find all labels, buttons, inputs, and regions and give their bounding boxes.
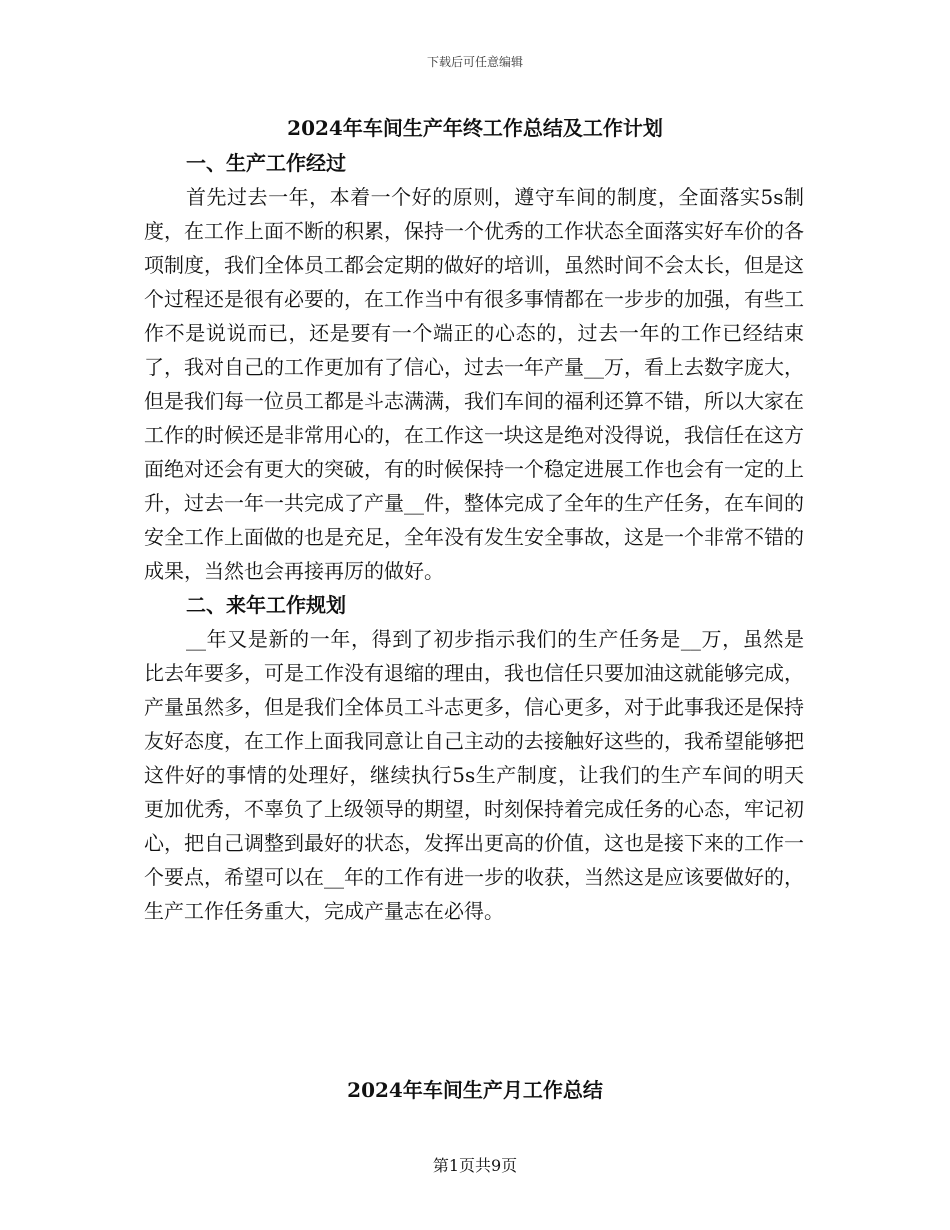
section-heading-plan: 二、来年工作规划 bbox=[186, 593, 346, 617]
document-title: 2024年车间生产年终工作总结及工作计划 bbox=[287, 116, 663, 140]
section-paragraph-plan: __年又是新的一年，得到了初步指示我们的生产任务是__万，虽然是比去年要多，可是工作没有退缩的理由，我也信任只要加油这就能够完成，产量虽然多，但是我们全体员工斗志更多，信心更多，对于此事我还是保持友好态度，在工作上面我同意让自己主动的去接触好这些的，我希望能够把这件好的事情的处理好，继续执行5s生产制度，让我们的生产车间的明天更加优秀，不辜负了上级领导的期望，时刻保持着完成任务的心态，牢记初心，把自己调整到最好的状态，发挥出更高的价值，这也是接下来的工作一个要点，希望可以在__年的工作有进一步的收获，当然这是应该要做好的，生产工作任务重大，完成产量志在必得。 bbox=[144, 627, 804, 923]
section-paragraph-production: 首先过去一年，本着一个好的原则，遵守车间的制度，全面落实5s制度，在工作上面不断的积累，保持一个优秀的工作状态全面落实好车价的各项制度，我们全体员工都会定期的做好的培训，虽然时间不会太长，但是这个过程还是很有必要的，在工作当中有很多事情都在一步步的加强，有些工作不是说说而已，还是要有一个端正的心态的，过去一年的工作已经结束了，我对自己的工作更加有了信心，过去一年产量__万，看上去数字庞大，但是我们每一位员工都是斗志满满，我们车间的福利还算不错，所以大家在工作的时候还是非常用心的，在工作这一块这是绝对没得说，我信任在这方面绝对还会有更大的突破，有的时候保持一个稳定进展工作也会有一定的上升，过去一年一共完成了产量__件，整体完成了全年的生产任务，在车间的安全工作上面做的也是充足，全年没有发生安全事故，这是一个非常不错的成果，当然也会再接再厉的做好。 bbox=[144, 185, 804, 583]
next-document-title: 2024年车间生产月工作总结 bbox=[347, 1078, 603, 1102]
page-header-note: 下载后可任意编辑 bbox=[426, 55, 523, 69]
section-heading-production: 一、生产工作经过 bbox=[186, 151, 346, 175]
document-body bbox=[144, 146, 804, 928]
page-footer-number: 第1页共9页 bbox=[432, 1156, 518, 1175]
